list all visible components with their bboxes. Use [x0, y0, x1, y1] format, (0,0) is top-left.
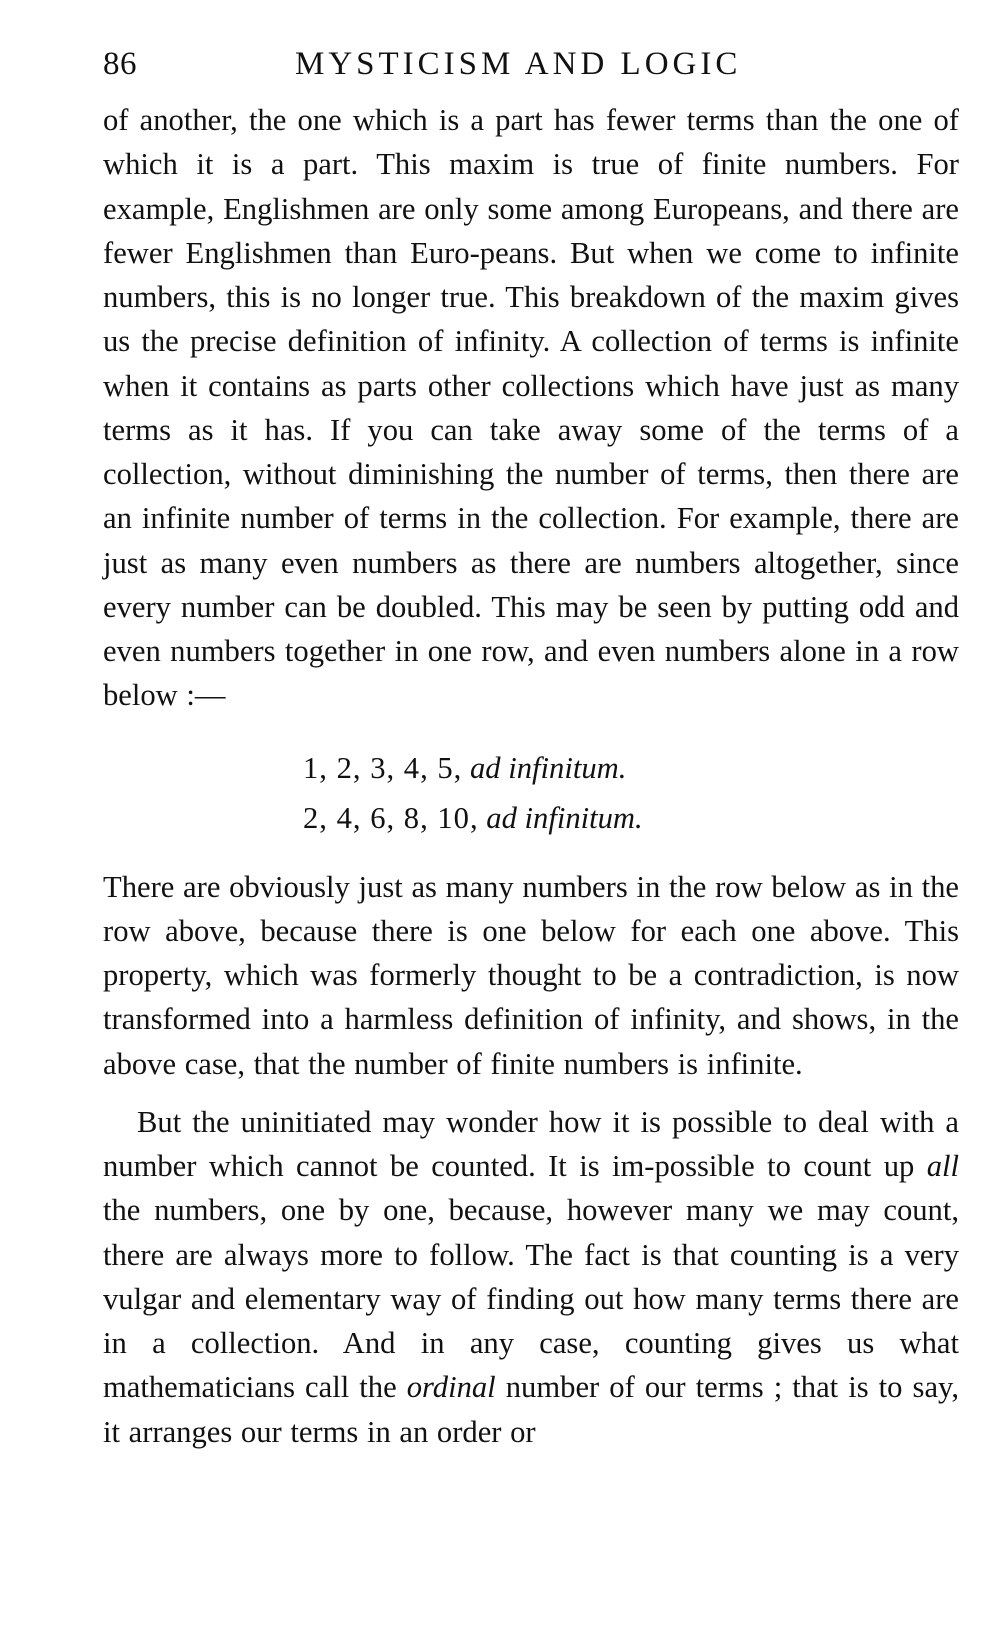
- paragraph-3-part-b: the numbers, one by one, because, however many we may count, there are always more to follow. The fact is that counting is a very vulgar and elementary way of finding out how many terms there are in a collection. And in any case, counting gives us what mathematicians call the: [103, 1193, 959, 1405]
- sequence-tail: ad infinitum.: [486, 800, 643, 835]
- book-page: [103, 38, 959, 1454]
- paragraph-3-part-c: number of our terms ; that is to say, it arranges our terms in an order or: [103, 1370, 959, 1449]
- page-number: 86: [103, 46, 137, 82]
- sequence-tail: ad infinitum.: [469, 750, 627, 785]
- running-title: MYSTICISM AND LOGIC: [295, 46, 742, 82]
- sequence-all-numbers: [303, 743, 959, 793]
- number-sequences: [103, 743, 959, 843]
- paragraph-2: There are obviously just as many numbers in the row below as in the row above, because there is one below for each one above. This property, which was formerly thought to be a contradiction, is now transformed into a harmless definition of infinity, and shows, in the above case, that the number of finite numbers is infinite.: [103, 869, 959, 1081]
- emphasis-ordinal: ordinal: [406, 1370, 496, 1405]
- emphasis-all: all: [926, 1149, 959, 1183]
- paragraph-1: of another, the one which is a part has fewer terms than the one of which it is a part. This maxim is true of finite numbers. For example, Englishmen are only some among Europeans, and there are fewer Englishmen than Euro-peans. But when we come to infinite numbers, this is no longer true. This breakdown of the maxim gives us the precise definition of infinity. A collection of terms is infinite when it contains as parts other collections which have just as many terms as it has. If you can take away some of the terms of a collection, without diminishing the number of terms, then there are an infinite number of terms in the collection. For example, there are just as many even numbers as there are numbers altogether, since every number can be doubled. This may be seen by putting odd and even numbers together in one row, and even numbers alone in a row below :—: [103, 103, 959, 713]
- page-header: [103, 38, 959, 98]
- paragraph-3-part-a: But the uninitiated may wonder how it is possible to deal with a number which cannot be counted. It is im-possible to count up: [103, 1104, 959, 1183]
- sequence-even-numbers: [303, 793, 959, 843]
- sequence-values: 1, 2, 3, 4, 5,: [303, 750, 463, 785]
- sequence-values: 2, 4, 6, 8, 10,: [303, 800, 479, 835]
- paragraph-3: [103, 1100, 959, 1454]
